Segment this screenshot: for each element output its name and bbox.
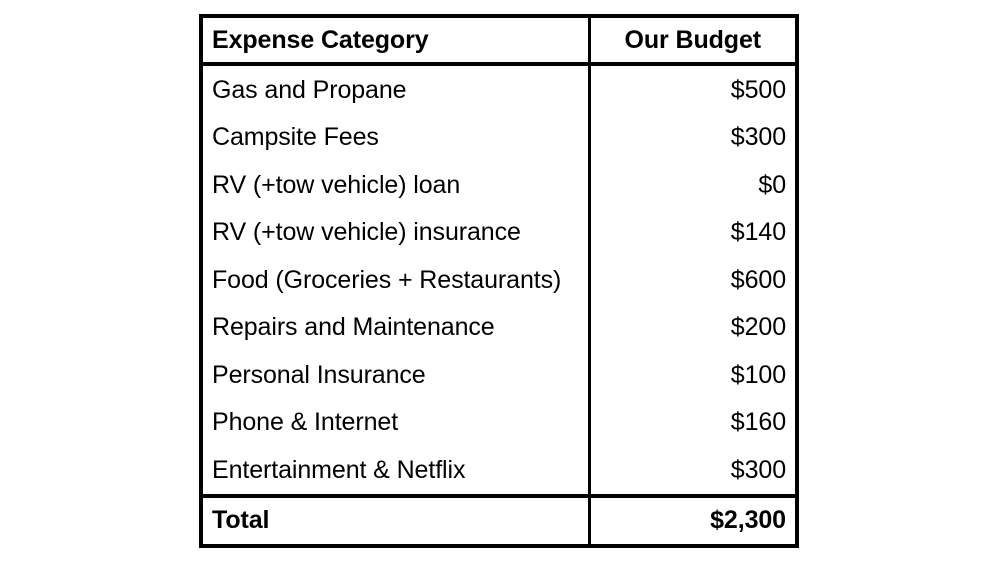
budget-amount-cell: $0 bbox=[758, 170, 786, 199]
table-row bbox=[201, 304, 797, 352]
expense-category-cell: Personal Insurance bbox=[201, 351, 589, 399]
expense-category-cell: RV (+tow vehicle) loan bbox=[201, 161, 589, 209]
table-body bbox=[201, 64, 797, 496]
table-row bbox=[201, 161, 797, 209]
table-row bbox=[201, 399, 797, 447]
total-row bbox=[201, 496, 797, 546]
expense-category-cell: Phone & Internet bbox=[201, 399, 589, 447]
table-header-row bbox=[201, 16, 797, 64]
budget-amount-cell: $200 bbox=[730, 313, 786, 342]
column-header-expense-category: Expense Category bbox=[201, 16, 589, 64]
table-row bbox=[201, 351, 797, 399]
table-row bbox=[201, 256, 797, 304]
budget-amount-cell: $600 bbox=[730, 265, 786, 294]
expense-category-cell: Gas and Propane bbox=[201, 64, 589, 114]
table-row bbox=[201, 64, 797, 114]
budget-amount-cell: $160 bbox=[730, 408, 786, 437]
budget-amount-cell: $140 bbox=[730, 218, 786, 247]
budget-amount-cell: $100 bbox=[730, 360, 786, 389]
budget-amount-cell: $300 bbox=[730, 455, 786, 484]
table-row bbox=[201, 209, 797, 257]
expense-category-cell: Campsite Fees bbox=[201, 114, 589, 162]
table-footer bbox=[201, 496, 797, 546]
table-row bbox=[201, 114, 797, 162]
expense-category-cell: RV (+tow vehicle) insurance bbox=[201, 209, 589, 257]
expense-category-cell: Entertainment & Netflix bbox=[201, 446, 589, 496]
table-header bbox=[201, 16, 797, 64]
table-row bbox=[201, 446, 797, 496]
budget-amount-cell: $300 bbox=[730, 123, 786, 152]
budget-amount-cell: $500 bbox=[730, 75, 786, 104]
expense-category-cell: Repairs and Maintenance bbox=[201, 304, 589, 352]
total-amount: $2,300 bbox=[589, 496, 797, 546]
column-header-our-budget: Our Budget bbox=[589, 16, 797, 64]
total-label: Total bbox=[201, 496, 589, 546]
budget-table bbox=[199, 14, 799, 548]
expense-category-cell: Food (Groceries + Restaurants) bbox=[201, 256, 589, 304]
